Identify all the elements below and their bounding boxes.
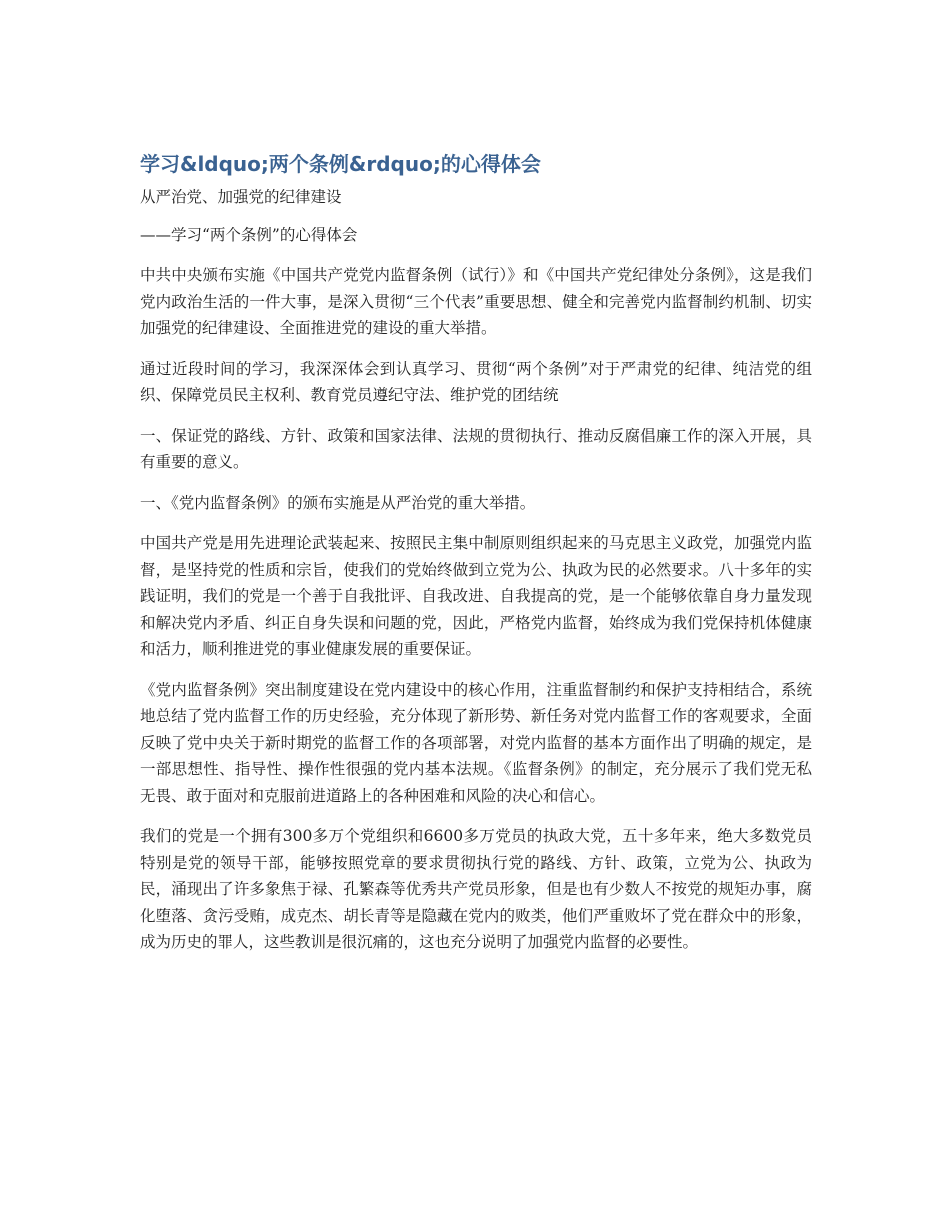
- document-title: 学习&ldquo;两个条例&rdquo;的心得体会: [140, 152, 541, 176]
- paragraph: 中共中央颁布实施《中国共产党党内监督条例（试行）》和《中国共产党纪律处分条例》，这是我们党内政治生活的一件大事，是深入贯彻“三个代表”重要思想、健全和完善党内监督制约机制、切实加强党的纪律建设、全面推进党的建设的重大举措。: [140, 266, 812, 337]
- paragraph: 中国共产党是用先进理论武装起来、按照民主集中制原则组织起来的马克思主义政党，加强党内监督，是坚持党的性质和宗旨，使我们的党始终做到立党为公、执政为民的必然要求。八十多年的实践证明，我们的党是一个善于自我批评、自我改进、自我提高的党，是一个能够依靠自身力量发现和解决党内矛盾、纠正自身失误和问题的党，因此，严格党内监督，始终成为我们党保持机体健康和活力，顺利推进党的事业健康发展的重要保证。: [140, 534, 812, 658]
- paragraph: 我们的党是一个拥有300多万个党组织和6600多万党员的执政大党，五十多年来，绝大多数党员特别是党的领导干部，能够按照党章的要求贯彻执行党的路线、方针、政策，立党为公、执政为民，涌现出了许多象焦于禄、孔繁森等优秀共产党员形象，但是也有少数人不按党的规矩办事，腐化堕落、贪污受贿，成克杰、胡长青等是隐藏在党内的败类，他们严重败坏了党在群众中的形象，成为历史的罪人，这些教训是很沉痛的，这也充分说明了加强党内监督的必要性。: [140, 827, 812, 951]
- subtitle: 从严治党、加强党的纪律建设: [140, 188, 342, 206]
- paragraph: 《党内监督条例》突出制度建设在党内建设中的核心作用，注重监督制约和保护支持相结合，系统地总结了党内监督工作的历史经验，充分体现了新形势、新任务对党内监督工作的客观要求，全面反映了党中央关于新时期党的监督工作的各项部署，对党内监督的基本方面作出了明确的规定，是一部思想性、指导性、操作性很强的党内基本法规。《监督条例》的制定，充分展示了我们党无私无畏、敢于面对和克服前进道路上的各种困难和风险的决心和信心。: [140, 680, 812, 805]
- section-heading: 一、《党内监督条例》的颁布实施是从严治党的重大举措。: [140, 493, 536, 512]
- paragraph: 一、保证党的路线、方针、政策和国家法律、法规的贯彻执行、推动反腐倡廉工作的深入开展，具有重要的意义。: [140, 426, 812, 471]
- document-page: [140, 148, 812, 970]
- sub-subtitle: ——学习“两个条例”的心得体会: [140, 225, 358, 244]
- paragraph: 通过近段时间的学习，我深深体会到认真学习、贯彻“两个条例”对于严肃党的纪律、纯洁党的组织、保障党员民主权利、教育党员遵纪守法、维护党的团结统: [140, 359, 812, 404]
